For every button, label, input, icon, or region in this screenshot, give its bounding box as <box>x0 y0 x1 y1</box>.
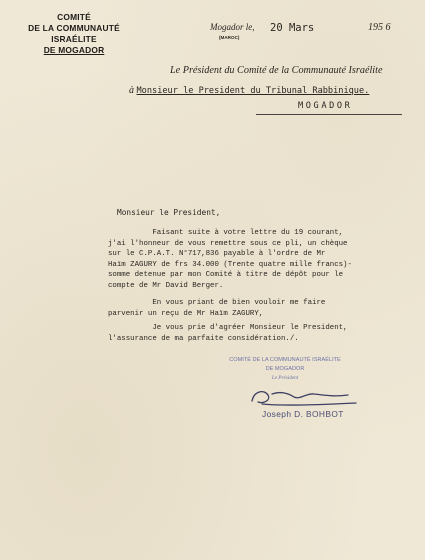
letter-paragraph-1: Faisant suite à votre lettre du 19 courant, j'ai l'honneur de vous remettre sous ce pli, un chèque sur le C.P.A.T. N°717,836 payable à l'ordre de Mr Haïm ZAGURY de frs 34.000 (Trente quatre mille francs)- somme detenue par mon Comité à titre de dépôt pour le compte de Mr David Berger. <box>108 229 352 290</box>
letterhead-line-1: COMITÉ <box>57 12 91 22</box>
stamp-line-3: Le Président <box>271 375 299 381</box>
addressee-city: MOGADOR <box>298 101 353 111</box>
dateline-date: 20 Mars <box>270 22 315 34</box>
addressee-prefix: à <box>129 85 134 96</box>
letterhead-line-3: DE MOGADOR <box>43 45 105 55</box>
letterhead-line-2: DE LA COMMUNAUTÉ ISRAÉLITE <box>28 23 120 44</box>
sender-line: Le Président du Comité de la Communauté Israélite <box>170 65 383 76</box>
divider <box>256 114 402 115</box>
addressee-name: Monsieur le President du Tribunal Rabbinique. <box>136 86 370 96</box>
letter-paragraph-2: En vous priant de bien vouloir me faire parvenir un reçu de Mr Haïm ZAGURY, <box>108 299 326 318</box>
dateline-year: 195 6 <box>368 22 391 33</box>
dateline-country: (MAROC) <box>219 35 240 40</box>
stamp-line-2: DE MOGADOR <box>265 366 305 372</box>
dateline-place: Mogador le, <box>210 22 255 32</box>
handwritten-signature <box>244 385 364 409</box>
addressee-line <box>129 85 413 96</box>
signatory-name: Joseph D. BOHBOT <box>262 409 344 419</box>
letter-paragraph-3: Je vous prie d'agréer Monsieur le President, l'assurance de ma parfaite considération./. <box>108 324 348 343</box>
stamp-line-1: COMITÉ DE LA COMMUNAUTÉ ISRAÉLITE <box>229 357 341 363</box>
salutation: Monsieur le President, <box>117 208 221 217</box>
official-stamp <box>205 356 365 383</box>
letterhead <box>8 12 140 56</box>
